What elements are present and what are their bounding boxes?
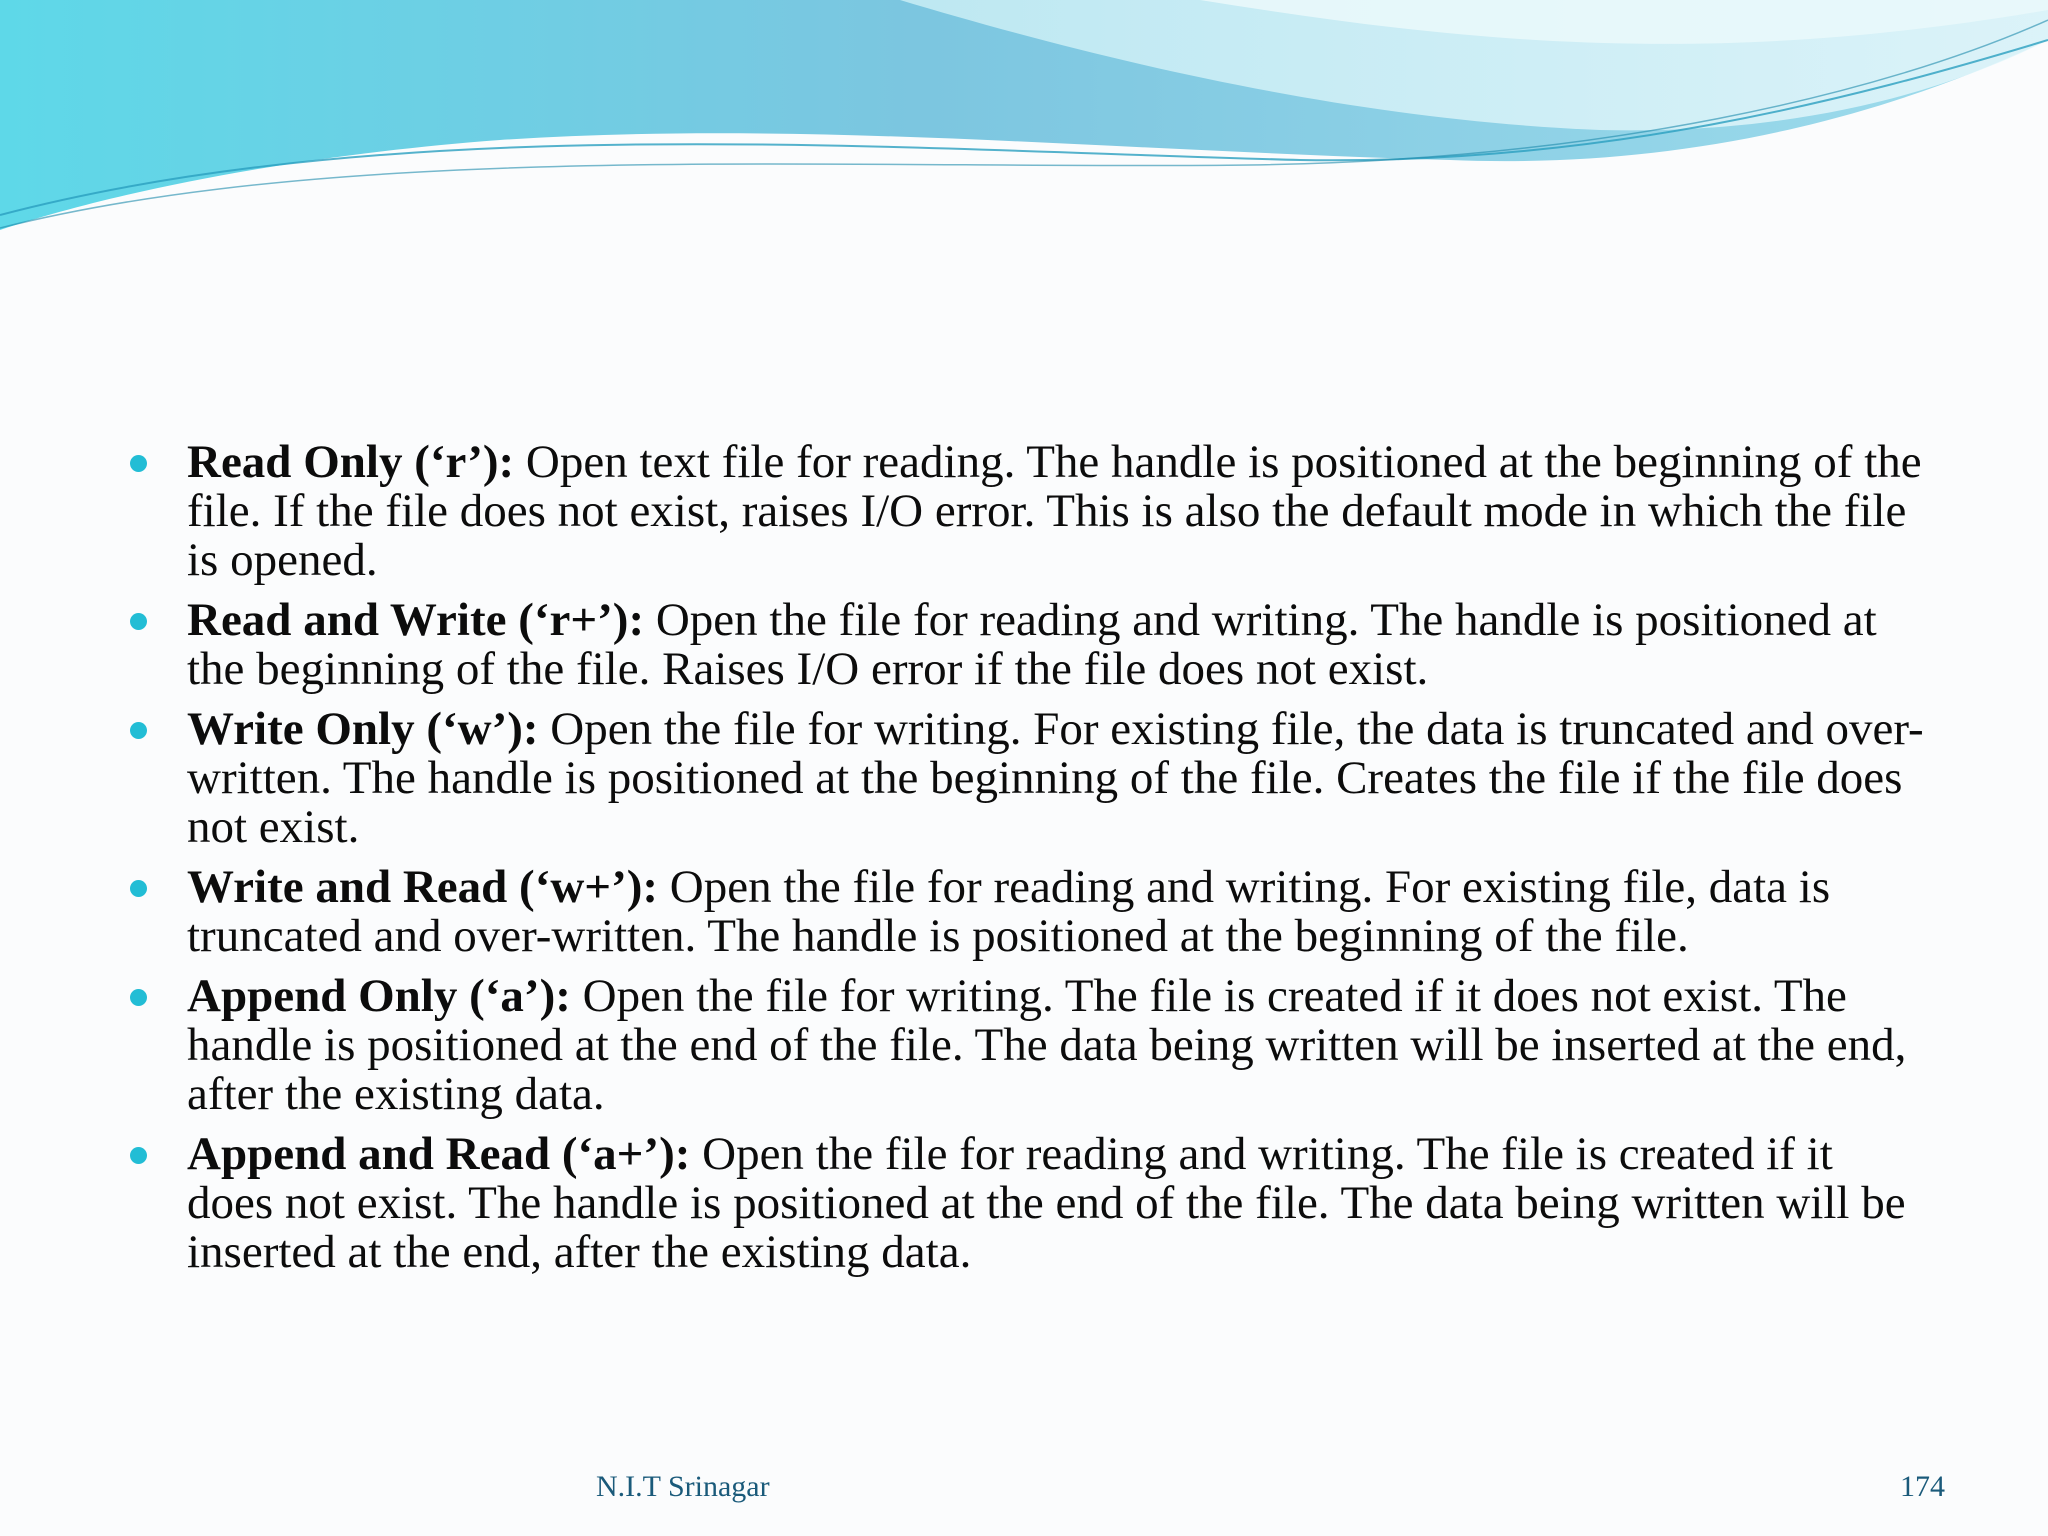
list-item bbox=[130, 863, 1930, 961]
list-item bbox=[130, 438, 1930, 585]
mode-description: Open text file for reading. The handle is positioned at the beginning of the file. If the file does not exist, raises I/O error. This is also the default mode in which the file is opened. bbox=[187, 436, 1922, 586]
mode-description: Open the file for writing. The file is created if it does not exist. The handle is positioned at the end of the file. The data being written will be inserted at the end, after the existing data. bbox=[187, 970, 1907, 1120]
mode-description: Open the file for reading and writing. The handle is positioned at the beginning of the file. Raises I/O error if the file does not exist. bbox=[187, 594, 1877, 695]
mode-description: Open the file for reading and writing. The file is created if it does not exist. The handle is positioned at the end of the file. The data being written will be inserted at the end, after the existing data. bbox=[187, 1128, 1906, 1278]
footer-organization: N.I.T Srinagar bbox=[596, 1470, 770, 1503]
bullet-icon bbox=[130, 989, 147, 1006]
mode-description: Open the file for writing. For existing file, the data is truncated and over-written. The handle is positioned at the beginning of the file. Creates the file if the file does not exist. bbox=[187, 703, 1924, 853]
mode-description: Open the file for reading and writing. For existing file, data is truncated and over-written. The handle is positioned at the beginning of the file. bbox=[187, 861, 1831, 962]
mode-term: Write Only (‘w’): bbox=[187, 703, 539, 755]
bullet-icon bbox=[130, 722, 147, 739]
bullet-icon bbox=[130, 880, 147, 897]
list-item bbox=[130, 596, 1930, 694]
mode-term: Append and Read (‘a+’): bbox=[187, 1128, 691, 1180]
header-wave-decoration bbox=[0, 0, 2048, 240]
mode-term: Write and Read (‘w+’): bbox=[187, 861, 659, 913]
bullet-icon bbox=[130, 1147, 147, 1164]
bullet-icon bbox=[130, 455, 147, 472]
bullet-list bbox=[130, 438, 1930, 1288]
slide-number: 174 bbox=[1900, 1470, 1945, 1503]
list-item bbox=[130, 1130, 1930, 1277]
mode-term: Read and Write (‘r+’): bbox=[187, 594, 645, 646]
list-item bbox=[130, 705, 1930, 852]
mode-term: Append Only (‘a’): bbox=[187, 970, 571, 1022]
list-item bbox=[130, 972, 1930, 1119]
mode-term: Read Only (‘r’): bbox=[187, 436, 515, 488]
bullet-icon bbox=[130, 613, 147, 630]
